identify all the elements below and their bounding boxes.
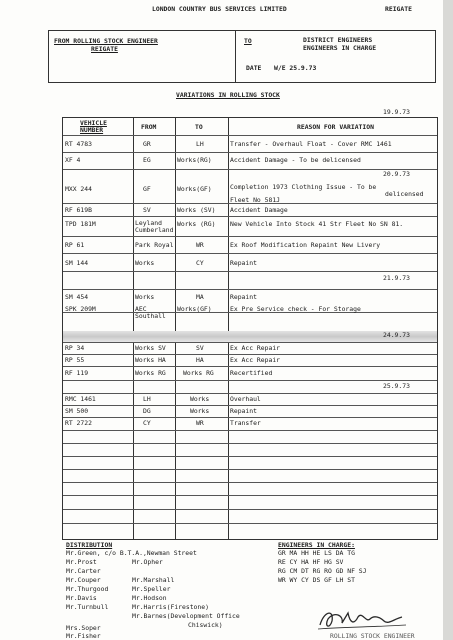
to-label: TO bbox=[244, 37, 252, 45]
date-label: DATE bbox=[246, 64, 262, 72]
row-rule bbox=[63, 271, 437, 272]
to-depot: WR bbox=[196, 419, 204, 427]
column-header-vehicle-line-1: VEHICLE bbox=[80, 119, 107, 127]
signature-caption: ROLLING STOCK ENGINEER bbox=[330, 632, 415, 640]
distribution-recipient: Mr.Davis bbox=[66, 594, 97, 602]
row-rule bbox=[63, 236, 437, 237]
row-rule bbox=[63, 366, 437, 367]
engineers-heading: ENGINEERS IN CHARGE: bbox=[278, 541, 355, 549]
variation-reason: Ex Roof Modification Repaint New Livery bbox=[230, 241, 381, 249]
distribution-recipient: Mr.Opher bbox=[132, 558, 163, 566]
variation-reason: Accident Damage bbox=[230, 206, 288, 214]
row-rule bbox=[63, 169, 437, 170]
handwritten-signature bbox=[314, 605, 414, 635]
vehicle-number: RMC 1461 bbox=[65, 395, 96, 403]
vehicle-number: RP 55 bbox=[65, 356, 85, 364]
variation-reason: New Vehicle Into Stock 41 Str Fleet No SN 81. bbox=[230, 220, 404, 228]
vehicle-number: RF 119 bbox=[65, 369, 89, 377]
variation-reason-note: Fleet No 581J bbox=[230, 196, 281, 204]
distribution-recipient: Mr.Couper bbox=[66, 576, 101, 584]
from-depot: SV bbox=[143, 206, 151, 214]
distribution-recipient: Mr.Marshall bbox=[132, 576, 175, 584]
to-depot: Works(RG) bbox=[177, 156, 212, 164]
column-header-vehicle-line-2: NUMBER bbox=[80, 126, 104, 134]
variation-reason: Ex Pre Service check - For Storage bbox=[230, 305, 361, 313]
distribution-recipient: Mr.Green, c/o B.T.A.,Newman Street bbox=[66, 549, 197, 557]
date-marker: 19.9.73 bbox=[383, 108, 410, 116]
row-rule bbox=[63, 417, 437, 418]
to-depot: Works(GF) bbox=[177, 185, 212, 193]
from-line-2: REIGATE bbox=[91, 45, 118, 53]
column-header-to: TO bbox=[195, 123, 203, 131]
date-marker: 21.9.73 bbox=[383, 274, 410, 282]
distribution-recipient: Mr.Barnes(Development Office bbox=[132, 612, 240, 620]
column-rule bbox=[175, 118, 176, 539]
distribution-recipient: Chiswick) bbox=[188, 621, 223, 629]
row-rule bbox=[63, 253, 437, 254]
header-divider bbox=[235, 31, 236, 82]
distribution-recipient: Mr.Fisher bbox=[66, 632, 101, 640]
variation-reason: Repaint bbox=[230, 293, 257, 301]
from-depot: Leyland bbox=[135, 219, 162, 227]
from-depot: Works SV bbox=[135, 344, 166, 352]
vehicle-number: MXX 244 bbox=[65, 185, 92, 193]
variations-table bbox=[62, 108, 438, 540]
to-depot: Works(GF) bbox=[177, 305, 212, 313]
vehicle-number: RT 2722 bbox=[65, 419, 92, 427]
column-rule bbox=[133, 118, 134, 539]
row-rule bbox=[63, 135, 437, 136]
variation-reason: Ex Acc Repair bbox=[230, 344, 281, 352]
from-depot: EG bbox=[143, 156, 151, 164]
engineers-depots: RG CM DT RG RO GD NF SJ bbox=[278, 567, 367, 575]
vehicle-number: RT 4783 bbox=[65, 140, 92, 148]
company-name: LONDON COUNTRY BUS SERVICES LIMITED bbox=[152, 5, 287, 13]
row-rule bbox=[63, 430, 437, 431]
row-rule bbox=[63, 456, 437, 457]
vehicle-number: RP 34 bbox=[65, 344, 85, 352]
distribution-recipient: Mr.Speller bbox=[132, 585, 171, 593]
distribution-heading: DISTRIBUTION bbox=[66, 541, 113, 549]
scan-edge bbox=[443, 0, 453, 640]
row-rule bbox=[63, 443, 437, 444]
variation-reason: Ex Acc Repair bbox=[230, 356, 281, 364]
row-rule bbox=[63, 509, 437, 510]
row-rule bbox=[63, 405, 437, 406]
row-rule bbox=[63, 495, 437, 496]
from-depot: Works bbox=[135, 293, 155, 301]
row-rule bbox=[63, 342, 437, 343]
to-depot: MA bbox=[196, 293, 204, 301]
row-rule bbox=[63, 152, 437, 153]
row-rule bbox=[63, 482, 437, 483]
variation-reason: Repaint bbox=[230, 259, 257, 267]
variation-reason: Completion 1973 Clothing Issue - To be bbox=[230, 183, 377, 191]
from-depot: DG bbox=[143, 407, 151, 415]
vehicle-number: XF 4 bbox=[65, 156, 81, 164]
to-depot: Works RG bbox=[183, 369, 214, 377]
from-line-1: FROM ROLLING STOCK ENGINEER bbox=[54, 37, 158, 45]
engineers-depots: GR MA HH HE LS DA TG bbox=[278, 549, 355, 557]
row-rule bbox=[63, 289, 437, 290]
from-depot: AEC bbox=[135, 305, 147, 313]
variation-reason: Transfer - Overhaul Float - Cover RMC 1461 bbox=[230, 140, 392, 148]
distribution-recipient: Mr.Carter bbox=[66, 567, 101, 575]
date-marker: 24.9.73 bbox=[383, 331, 410, 339]
to-line-1: DISTRICT ENGINEERS bbox=[303, 36, 373, 44]
variation-reason: Recertified bbox=[230, 369, 273, 377]
from-depot-line-2: Southall bbox=[135, 312, 166, 320]
variation-reason: Overhaul bbox=[230, 395, 261, 403]
to-depot: Works bbox=[190, 395, 210, 403]
vehicle-number: SM 454 bbox=[65, 293, 89, 301]
from-depot: Works bbox=[135, 259, 155, 267]
company-location: REIGATE bbox=[385, 5, 412, 13]
row-rule bbox=[63, 380, 437, 381]
date-value: W/E 25.9.73 bbox=[274, 64, 317, 72]
row-rule bbox=[63, 354, 437, 355]
vehicle-number: SPK 209M bbox=[65, 305, 96, 313]
variation-reason: Transfer bbox=[230, 419, 261, 427]
date-marker: 25.9.73 bbox=[383, 382, 410, 390]
variation-reason: Repaint bbox=[230, 407, 257, 415]
date-marker: 20.9.73 bbox=[383, 170, 410, 178]
vehicle-number: TPD 181M bbox=[65, 220, 96, 228]
variation-reason: Accident Damage - To be delicensed bbox=[230, 156, 361, 164]
from-depot-line-2: Cumberland bbox=[135, 226, 174, 234]
to-depot: WR bbox=[196, 241, 204, 249]
to-depot: Works bbox=[190, 407, 210, 415]
column-header-from: FROM bbox=[141, 123, 157, 131]
engineers-depots: RE CY HA HF HG SV bbox=[278, 558, 344, 566]
distribution-recipient: Mr.Harris(Firestone) bbox=[132, 603, 209, 611]
vehicle-number: SM 144 bbox=[65, 259, 89, 267]
distribution-recipient: Mr.Prost bbox=[66, 558, 97, 566]
to-depot: HA bbox=[196, 356, 204, 364]
row-rule bbox=[63, 216, 437, 217]
distribution-recipient: Mr.Thurgood bbox=[66, 585, 109, 593]
distribution-recipient: Mrs.Soper bbox=[66, 624, 101, 632]
row-rule bbox=[63, 469, 437, 470]
to-depot: CY bbox=[196, 259, 204, 267]
from-depot: Park Royal bbox=[135, 241, 174, 249]
from-depot: CY bbox=[143, 419, 151, 427]
column-header-reason: REASON FOR VARIATION bbox=[297, 123, 374, 131]
distribution-recipient: Mr.Turnbull bbox=[66, 603, 109, 611]
to-depot: Works (RG) bbox=[177, 220, 216, 228]
row-rule bbox=[63, 523, 437, 524]
vehicle-number: SM 500 bbox=[65, 407, 89, 415]
from-depot: GF bbox=[143, 185, 151, 193]
to-depot: LH bbox=[196, 140, 204, 148]
from-depot: Works HA bbox=[135, 356, 166, 364]
column-rule bbox=[228, 118, 229, 539]
to-line-2: ENGINEERS IN CHARGE bbox=[303, 44, 377, 52]
from-depot: Works RG bbox=[135, 369, 166, 377]
engineers-depots: WR WY CY DS GF LH ST bbox=[278, 576, 355, 584]
to-depot: SV bbox=[196, 344, 204, 352]
vehicle-number: RF 619B bbox=[65, 206, 92, 214]
from-depot: GR bbox=[143, 140, 151, 148]
distribution-recipient: Mr.Hodson bbox=[132, 594, 167, 602]
header-box bbox=[48, 30, 436, 83]
row-rule bbox=[63, 393, 437, 394]
vehicle-number: RP 61 bbox=[65, 241, 85, 249]
variation-reason-continued: delicensed bbox=[385, 190, 424, 198]
scan-shadow-band bbox=[63, 331, 437, 342]
document-title: VARIATIONS IN ROLLING STOCK bbox=[176, 91, 280, 99]
from-depot: LH bbox=[143, 395, 151, 403]
to-depot: Works (SV) bbox=[177, 206, 216, 214]
